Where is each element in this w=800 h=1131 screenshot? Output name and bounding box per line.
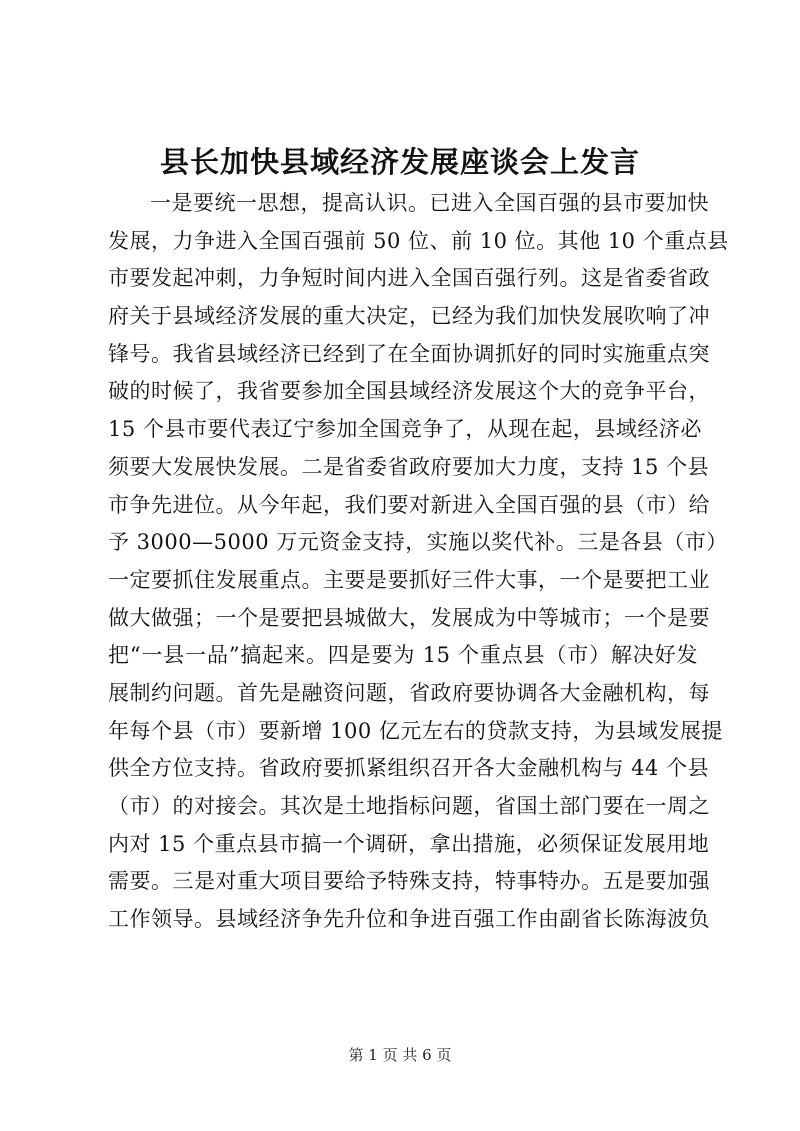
body-line: 市要发起冲刺，力争短时间内进入全国百强行列。这是省委省政 bbox=[108, 266, 710, 291]
body-line: 把“一县一品”搞起来。四是要为 15 个重点县（市）解决好发 bbox=[108, 643, 698, 668]
document-title: 县长加快县域经济发展座谈会上发言 bbox=[159, 145, 640, 179]
body-line: 供全方位支持。省政府要抓紧组织召开各大金融机构与 44 个县 bbox=[108, 756, 710, 781]
body-line: 做大做强；一个是要把县城做大，发展成为中等城市；一个是要 bbox=[108, 605, 710, 630]
body-line: 年每个县（市）要新增 100 亿元左右的贷款支持，为县域发展提 bbox=[108, 718, 723, 743]
body-line: 内对 15 个重点县市搞一个调研，拿出措施，必须保证发展用地 bbox=[108, 831, 710, 856]
body-line: 锋号。我省县域经济已经到了在全面协调抓好的同时实施重点突 bbox=[108, 341, 710, 366]
body-line: 予 3000—5000 万元资金支持，实施以奖代补。三是各县（市） bbox=[108, 530, 728, 555]
body-line: 市争先进位。从今年起，我们要对新进入全国百强的县（市）给 bbox=[108, 492, 710, 517]
body-line: 须要大发展快发展。二是省委省政府要加大力度，支持 15 个县 bbox=[108, 454, 710, 479]
body-line: 展制约问题。首先是融资问题，省政府要协调各大金融机构，每 bbox=[108, 680, 710, 705]
body-line: 府关于县域经济发展的重大决定，已经为我们加快发展吹响了冲 bbox=[108, 304, 710, 329]
document-body bbox=[108, 185, 729, 939]
body-line: 一是要统一思想，提高认识。已进入全国百强的县市要加快 bbox=[150, 191, 709, 215]
body-line: （市）的对接会。其次是土地指标问题，省国土部门要在一周之 bbox=[108, 794, 710, 818]
body-line: 发展，力争进入全国百强前 50 位、前 10 位。其他 10 个重点县 bbox=[108, 228, 729, 253]
body-line: 破的时候了，我省要参加全国县域经济发展这个大的竞争平台， bbox=[108, 379, 710, 404]
page-footer: 第 1 页 共 6 页 bbox=[348, 1046, 452, 1064]
body-line: 一定要抓住发展重点。主要是要抓好三件大事，一个是要把工业 bbox=[108, 567, 710, 592]
body-line: 工作领导。县域经济争先升位和争进百强工作由副省长陈海波负 bbox=[108, 907, 710, 932]
body-line: 15 个县市要代表辽宁参加全国竞争了，从现在起，县域经济必 bbox=[108, 417, 702, 442]
body-line: 需要。三是对重大项目要给予特殊支持，特事特办。五是要加强 bbox=[108, 869, 710, 894]
